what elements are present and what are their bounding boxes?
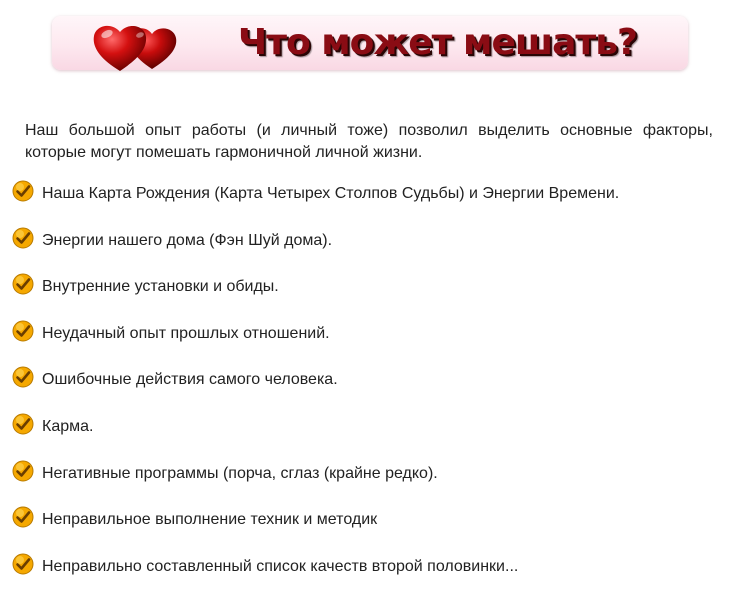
list-item-label: Неправильное выполнение техник и методик (42, 511, 378, 529)
list-item-label: Неудачный опыт прошлых отношений. (42, 324, 330, 342)
checkmark-icon (12, 460, 34, 482)
list-item-label: Негативные программы (порча, сглаз (крайне редко). (42, 464, 438, 482)
checkmark-icon (12, 273, 34, 295)
hearts-icon (90, 19, 182, 75)
checkmark-icon (12, 227, 34, 249)
checkmark-icon (12, 506, 34, 528)
list-item-label: Карма. (42, 417, 94, 435)
list-item-label: Неправильно составленный список качеств второй половинки... (42, 557, 519, 575)
header-banner (52, 16, 688, 70)
checkmark-icon (12, 413, 34, 435)
checkmark-icon (12, 553, 34, 575)
checkmark-icon (12, 366, 34, 388)
list-item-label: Внутренние установки и обиды. (42, 278, 279, 296)
checkmark-icon (12, 320, 34, 342)
list-item-label: Энергии нашего дома (Фэн Шуй дома). (42, 231, 333, 249)
intro-paragraph: Наш большой опыт работы (и личный тоже) позволил выделить основные факторы, которые могут помешать гармоничной личной жизни. (25, 122, 713, 161)
list-item-label: Наша Карта Рождения (Карта Четырех Столпов Судьбы) и Энергии Времени. (42, 185, 620, 202)
page-title: Что может мешать? (238, 22, 637, 63)
list-item-label: Ошибочные действия самого человека. (42, 371, 338, 389)
checkmark-icon (12, 180, 34, 202)
